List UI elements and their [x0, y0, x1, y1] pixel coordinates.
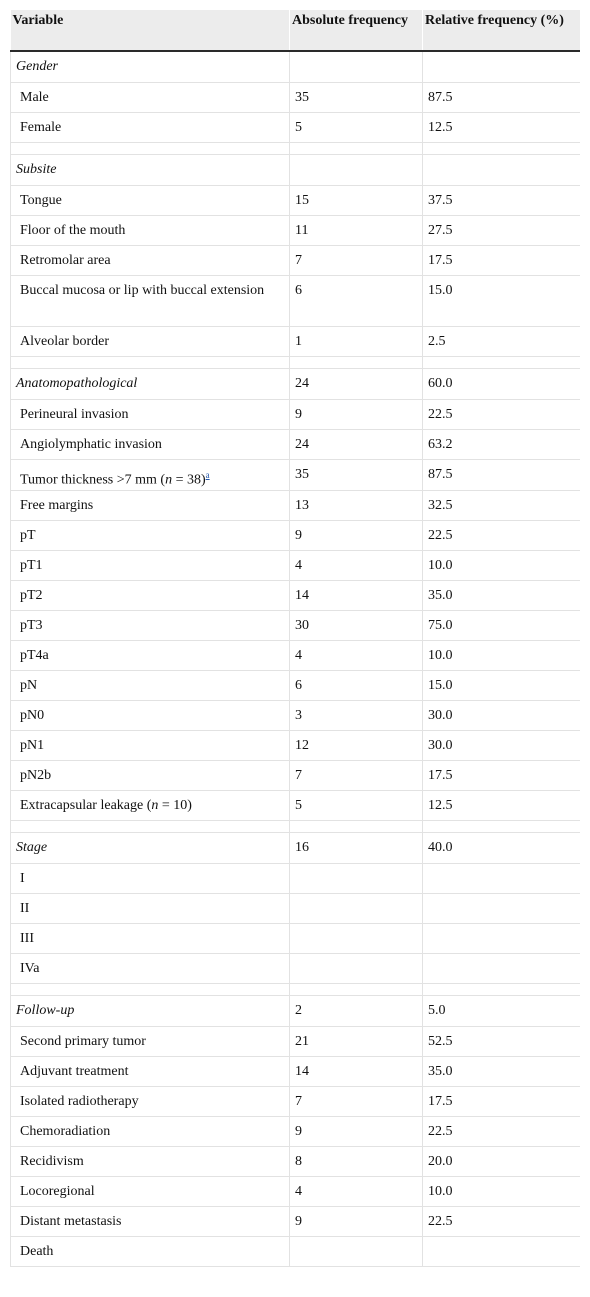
row-label: pT3	[20, 618, 43, 634]
section-header-row	[11, 996, 581, 1027]
table-row	[11, 82, 581, 112]
row-label-suffix: = 10)	[158, 798, 192, 814]
relative-frequency-cell: 12.5	[423, 112, 581, 142]
row-label: Female	[20, 119, 62, 135]
relative-frequency-cell: 15.0	[423, 671, 581, 701]
row-label: Alveolar border	[20, 333, 110, 349]
row-label: Adjuvant treatment	[20, 1064, 129, 1080]
table-row	[11, 954, 581, 984]
absolute-frequency-cell: 35	[290, 82, 423, 112]
absolute-frequency-cell: 9	[290, 1207, 423, 1237]
spacer-cell	[11, 142, 290, 154]
relative-frequency-cell: 52.5	[423, 1027, 581, 1057]
relative-frequency-cell: 22.5	[423, 1117, 581, 1147]
relative-frequency-cell	[423, 1237, 581, 1267]
section-spacer	[11, 142, 581, 154]
section-absolute-value: 24	[290, 368, 423, 399]
absolute-frequency-cell: 30	[290, 611, 423, 641]
table-row	[11, 459, 581, 491]
spacer-cell	[290, 356, 423, 368]
row-label-cell	[11, 671, 290, 701]
relative-frequency-cell: 17.5	[423, 1087, 581, 1117]
section-title: Subsite	[11, 154, 290, 185]
section-absolute-value	[290, 154, 423, 185]
section-header-row	[11, 368, 581, 399]
absolute-frequency-cell: 12	[290, 731, 423, 761]
relative-frequency-cell: 10.0	[423, 641, 581, 671]
row-label-cell	[11, 581, 290, 611]
spacer-cell	[423, 356, 581, 368]
row-label: Free margins	[20, 498, 94, 514]
row-label: pN0	[20, 708, 45, 724]
relative-frequency-cell: 63.2	[423, 429, 581, 459]
table-row	[11, 112, 581, 142]
relative-frequency-cell: 87.5	[423, 459, 581, 491]
table-row	[11, 864, 581, 894]
table-row	[11, 1057, 581, 1087]
absolute-frequency-cell: 1	[290, 326, 423, 356]
relative-frequency-cell: 17.5	[423, 761, 581, 791]
row-label-cell	[11, 1057, 290, 1087]
row-label-cell	[11, 275, 290, 326]
row-label-cell	[11, 1207, 290, 1237]
absolute-frequency-cell: 4	[290, 1177, 423, 1207]
absolute-frequency-cell: 21	[290, 1027, 423, 1057]
section-relative-value: 60.0	[423, 368, 581, 399]
footnote-link[interactable]: a	[205, 469, 210, 480]
row-label: pT1	[20, 558, 43, 574]
absolute-frequency-cell: 5	[290, 791, 423, 821]
section-relative-value: 40.0	[423, 833, 581, 864]
relative-frequency-cell: 20.0	[423, 1147, 581, 1177]
row-label: pT	[20, 528, 36, 544]
table-row	[11, 245, 581, 275]
table-row	[11, 731, 581, 761]
section-header-row	[11, 833, 581, 864]
relative-frequency-cell: 17.5	[423, 245, 581, 275]
row-label: Distant metastasis	[20, 1214, 122, 1230]
row-label: Tongue	[20, 192, 62, 208]
absolute-frequency-cell: 4	[290, 551, 423, 581]
header-row	[11, 10, 581, 51]
section-header-row	[11, 154, 581, 185]
section-spacer	[11, 984, 581, 996]
row-label-cell	[11, 701, 290, 731]
row-label-cell	[11, 1147, 290, 1177]
row-label: Locoregional	[20, 1184, 95, 1200]
row-label: III	[20, 931, 34, 947]
row-label-cell	[11, 641, 290, 671]
header-variable: Variable	[11, 10, 290, 51]
row-label-cell	[11, 82, 290, 112]
relative-frequency-cell: 22.5	[423, 1207, 581, 1237]
row-label-cell	[11, 611, 290, 641]
table-row	[11, 1087, 581, 1117]
row-label: Chemoradiation	[20, 1124, 111, 1140]
spacer-cell	[290, 142, 423, 154]
absolute-frequency-cell: 35	[290, 459, 423, 491]
row-label-cell	[11, 459, 290, 491]
absolute-frequency-cell: 7	[290, 245, 423, 275]
row-label-cell	[11, 491, 290, 521]
table-row	[11, 671, 581, 701]
row-label-cell	[11, 326, 290, 356]
row-label-n: n	[151, 798, 159, 814]
absolute-frequency-cell: 4	[290, 641, 423, 671]
row-label: pN1	[20, 738, 45, 754]
relative-frequency-cell: 22.5	[423, 399, 581, 429]
table-body	[11, 51, 581, 1267]
table-row	[11, 641, 581, 671]
row-label-cell	[11, 185, 290, 215]
relative-frequency-cell: 30.0	[423, 731, 581, 761]
relative-frequency-cell	[423, 894, 581, 924]
spacer-cell	[290, 821, 423, 833]
row-label: IVa	[20, 961, 40, 977]
absolute-frequency-cell: 7	[290, 761, 423, 791]
table-row	[11, 399, 581, 429]
relative-frequency-cell: 15.0	[423, 275, 581, 326]
row-label-cell	[11, 1177, 290, 1207]
relative-frequency-cell: 30.0	[423, 701, 581, 731]
section-title: Follow-up	[11, 996, 290, 1027]
table-row	[11, 491, 581, 521]
table-row	[11, 185, 581, 215]
row-label: Floor of the mouth	[20, 222, 126, 238]
spacer-cell	[423, 821, 581, 833]
relative-frequency-cell: 2.5	[423, 326, 581, 356]
relative-frequency-cell: 27.5	[423, 215, 581, 245]
row-label: pT2	[20, 588, 43, 604]
row-label-cell	[11, 791, 290, 821]
table-row	[11, 611, 581, 641]
relative-frequency-cell: 10.0	[423, 1177, 581, 1207]
row-label-cell	[11, 864, 290, 894]
row-label-cell	[11, 1117, 290, 1147]
relative-frequency-cell: 87.5	[423, 82, 581, 112]
row-label-cell	[11, 1027, 290, 1057]
row-label: Buccal mucosa or lip with buccal extension	[20, 282, 265, 298]
table-row	[11, 1237, 581, 1267]
absolute-frequency-cell	[290, 954, 423, 984]
table-row	[11, 701, 581, 731]
relative-frequency-cell: 32.5	[423, 491, 581, 521]
section-title: Gender	[11, 51, 290, 82]
relative-frequency-cell	[423, 864, 581, 894]
table-row	[11, 521, 581, 551]
row-label-cell	[11, 112, 290, 142]
row-label-cell	[11, 521, 290, 551]
row-label-cell	[11, 954, 290, 984]
spacer-cell	[11, 984, 290, 996]
frequency-table	[10, 10, 580, 1267]
relative-frequency-cell: 12.5	[423, 791, 581, 821]
relative-frequency-cell: 22.5	[423, 521, 581, 551]
table-row	[11, 1177, 581, 1207]
table-row	[11, 761, 581, 791]
table-row	[11, 1027, 581, 1057]
spacer-cell	[423, 984, 581, 996]
section-spacer	[11, 356, 581, 368]
row-label-cell	[11, 731, 290, 761]
absolute-frequency-cell	[290, 894, 423, 924]
row-label-n: n	[165, 472, 173, 488]
table-row	[11, 1117, 581, 1147]
table-row	[11, 275, 581, 326]
table-row	[11, 924, 581, 954]
table-row	[11, 894, 581, 924]
absolute-frequency-cell: 13	[290, 491, 423, 521]
relative-frequency-cell	[423, 954, 581, 984]
absolute-frequency-cell: 3	[290, 701, 423, 731]
absolute-frequency-cell: 5	[290, 112, 423, 142]
absolute-frequency-cell: 7	[290, 1087, 423, 1117]
spacer-cell	[11, 356, 290, 368]
section-title: Anatomopathological	[11, 368, 290, 399]
section-absolute-value: 16	[290, 833, 423, 864]
absolute-frequency-cell: 14	[290, 581, 423, 611]
absolute-frequency-cell: 9	[290, 399, 423, 429]
section-title: Stage	[11, 833, 290, 864]
row-label: pN2b	[20, 768, 52, 784]
section-absolute-value: 2	[290, 996, 423, 1027]
relative-frequency-cell: 10.0	[423, 551, 581, 581]
table-row	[11, 215, 581, 245]
row-label: Perineural invasion	[20, 406, 129, 422]
row-label-cell	[11, 215, 290, 245]
section-absolute-value	[290, 51, 423, 82]
absolute-frequency-cell	[290, 1237, 423, 1267]
row-label: Death	[20, 1244, 54, 1260]
absolute-frequency-cell: 9	[290, 521, 423, 551]
header-relative-frequency: Relative frequency (%)	[423, 10, 581, 51]
row-label-cell	[11, 399, 290, 429]
absolute-frequency-cell	[290, 864, 423, 894]
section-header-row	[11, 51, 581, 82]
section-spacer	[11, 821, 581, 833]
row-label: I	[20, 871, 25, 887]
absolute-frequency-cell: 6	[290, 671, 423, 701]
absolute-frequency-cell	[290, 924, 423, 954]
relative-frequency-cell	[423, 924, 581, 954]
absolute-frequency-cell: 24	[290, 429, 423, 459]
row-label: pN	[20, 678, 38, 694]
row-label-cell	[11, 245, 290, 275]
relative-frequency-cell: 35.0	[423, 581, 581, 611]
row-label: Extracapsular leakage (	[20, 798, 152, 814]
section-relative-value: 5.0	[423, 996, 581, 1027]
spacer-cell	[11, 821, 290, 833]
header-absolute-frequency: Absolute frequency	[290, 10, 423, 51]
row-label: Retromolar area	[20, 252, 111, 268]
spacer-cell	[423, 142, 581, 154]
absolute-frequency-cell: 6	[290, 275, 423, 326]
table-header	[11, 10, 581, 51]
spacer-cell	[290, 984, 423, 996]
table-row	[11, 581, 581, 611]
row-label: II	[20, 901, 30, 917]
row-label: Tumor thickness >7 mm (	[20, 472, 166, 488]
row-label-cell	[11, 761, 290, 791]
relative-frequency-cell: 37.5	[423, 185, 581, 215]
row-label-cell	[11, 551, 290, 581]
table-row	[11, 551, 581, 581]
row-label: pT4a	[20, 648, 49, 664]
absolute-frequency-cell: 15	[290, 185, 423, 215]
absolute-frequency-cell: 11	[290, 215, 423, 245]
table-row	[11, 791, 581, 821]
table-row	[11, 429, 581, 459]
table-row	[11, 326, 581, 356]
relative-frequency-cell: 75.0	[423, 611, 581, 641]
row-label: Male	[20, 89, 49, 105]
absolute-frequency-cell: 8	[290, 1147, 423, 1177]
row-label-cell	[11, 429, 290, 459]
row-label: Isolated radiotherapy	[20, 1094, 139, 1110]
row-label-cell	[11, 894, 290, 924]
table-row	[11, 1207, 581, 1237]
relative-frequency-cell: 35.0	[423, 1057, 581, 1087]
absolute-frequency-cell: 14	[290, 1057, 423, 1087]
row-label-suffix: = 38)	[172, 472, 206, 488]
row-label: Second primary tumor	[20, 1034, 146, 1050]
row-label-cell	[11, 924, 290, 954]
table-row	[11, 1147, 581, 1177]
row-label: Recidivism	[20, 1154, 84, 1170]
section-relative-value	[423, 154, 581, 185]
absolute-frequency-cell: 9	[290, 1117, 423, 1147]
row-label-cell	[11, 1087, 290, 1117]
row-label-cell	[11, 1237, 290, 1267]
section-relative-value	[423, 51, 581, 82]
table-container	[10, 10, 580, 1287]
row-label: Angiolymphatic invasion	[20, 436, 162, 452]
